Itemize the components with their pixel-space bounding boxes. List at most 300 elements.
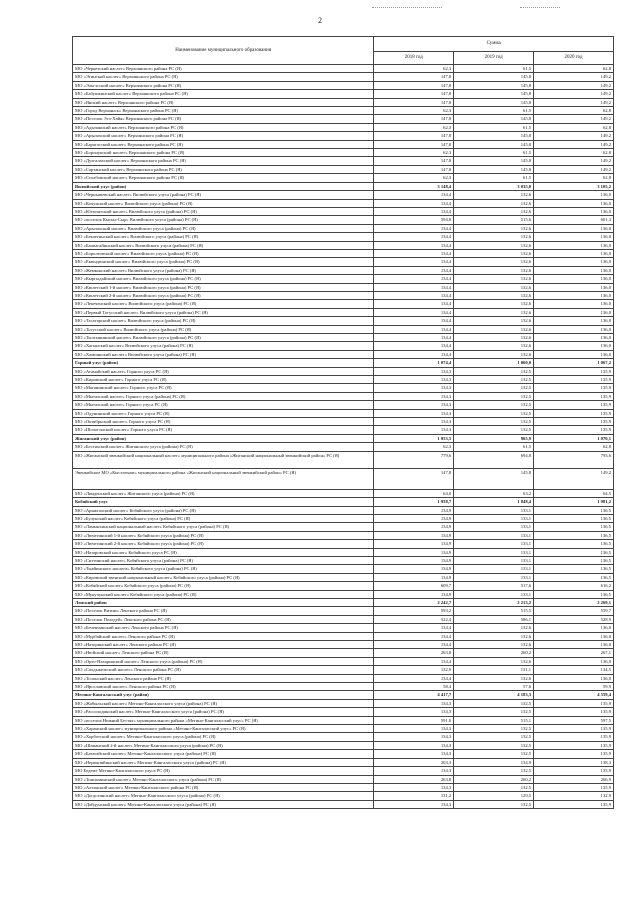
amount-2019: 145,8	[454, 90, 534, 98]
municipality-name: МО «Янский наслег» Верхоянского района РС (Я)	[73, 98, 374, 106]
amount-2020: 149,2	[534, 140, 614, 148]
amount-2020: 135,9	[534, 708, 614, 716]
amount-2019: 132,6	[454, 191, 534, 199]
municipality-name: МО «Догдогинский наслег» Мегино-Кангаласского улуса (района) РС (Я)	[73, 792, 374, 800]
amount-2019: 132,6	[454, 199, 534, 207]
municipality-name: МО «Алтанский наслег» Мегино-Кангаласского района РС (Я)	[73, 783, 374, 791]
amount-2019: 133,1	[454, 531, 534, 539]
amount-2018: 134,3	[374, 384, 454, 392]
municipality-name: Эвенкийское МО «Кыстатыам» муниципального района «Жиганский национальный эвенкийский район» РС (Я)	[73, 468, 374, 489]
municipality-name: МО «Ярославский наслег» Ленского района РС (Я)	[73, 683, 374, 691]
amount-2019: 2 213,2	[454, 598, 534, 606]
group-row	[73, 691, 614, 699]
amount-2019: 132,5	[454, 401, 534, 409]
municipality-name: МО «Хампинский наслег» Вилюйского улуса (района) РС (Я)	[73, 350, 374, 358]
amount-2019: 132,5	[454, 783, 534, 791]
table-row	[73, 632, 614, 640]
amount-2018: 134,4	[374, 191, 454, 199]
amount-2020: 135,9	[534, 376, 614, 384]
amount-2018: 147,8	[374, 132, 454, 140]
amount-2019: 132,6	[454, 207, 534, 215]
amount-2019: 132,6	[454, 624, 534, 632]
amount-2018: 64,0	[374, 489, 454, 497]
amount-2020: 149,2	[534, 81, 614, 89]
municipality-name: МО «Бестяхский наслег» Жиганского улуса (района) РС (Я)	[73, 443, 374, 451]
table-row	[73, 792, 614, 800]
amount-2020: 135,9	[534, 384, 614, 392]
municipality-name: МО «Атамайский наслег» Горного улуса РС (Я)	[73, 367, 374, 375]
amount-2020: 135,9	[534, 750, 614, 758]
amount-2020: 135,9	[534, 800, 614, 808]
amount-2020: 136,0	[534, 241, 614, 249]
table-row	[73, 275, 614, 283]
amount-2020: 136,0	[534, 317, 614, 325]
table-row	[73, 376, 614, 384]
amount-2019: 61,5	[454, 443, 534, 451]
amount-2019: 132,5	[454, 426, 534, 434]
municipality-name: МО «Арылахский наслег» Вилюйского улуса (района) РС (Я)	[73, 224, 374, 232]
group-row	[73, 598, 614, 606]
header-year-2020: 2020 год	[534, 52, 614, 65]
municipality-name: МО «Жиганский эвенкийский национальный наслег» муниципального района «Жиганский национальный эвенкийский район» РС (Я)	[73, 451, 374, 468]
municipality-name: МО «Эгинский наслег» Верхоянского района РС (Я)	[73, 73, 374, 81]
amount-2019: 131,1	[454, 666, 534, 674]
table-row	[73, 775, 614, 783]
table-row	[73, 699, 614, 707]
table-row	[73, 401, 614, 409]
table-row	[73, 165, 614, 173]
amount-2020: 136,5	[534, 531, 614, 539]
table-row	[73, 607, 614, 615]
municipality-name: МО «Жемконский наслег» Вилюйского улуса (района) РС (Я)	[73, 266, 374, 274]
amount-2019: 145,8	[454, 165, 534, 173]
table-row	[73, 733, 614, 741]
amount-2018: 62,3	[374, 149, 454, 157]
group-row	[73, 434, 614, 442]
amount-2020: 135,9	[534, 392, 614, 400]
table-row	[73, 174, 614, 182]
amount-2018: 134,4	[374, 283, 454, 291]
amount-2018: 134,4	[374, 291, 454, 299]
amount-2019: 132,6	[454, 275, 534, 283]
amount-2020: 138,3	[534, 758, 614, 766]
amount-2018: 134,9	[374, 573, 454, 581]
amount-2019: 132,6	[454, 342, 534, 350]
scan-mark	[372, 7, 442, 8]
municipality-name: МО «Наторинский наслег» Ленского района РС (Я)	[73, 641, 374, 649]
amount-2018: 134,3	[374, 767, 454, 775]
amount-2019: 132,6	[454, 283, 534, 291]
municipality-name: МО «Рассолодинский наслег» Мегино-Кангаласского улуса (района) РС (Я)	[73, 708, 374, 716]
amount-2019: 132,5	[454, 750, 534, 758]
municipality-name: МО «Беченчинский наслег» Ленского района РС (Я)	[73, 624, 374, 632]
amount-2019: 145,8	[454, 157, 534, 165]
amount-2018: 134,4	[374, 325, 454, 333]
table-row	[73, 73, 614, 81]
amount-2019: 515,6	[454, 216, 534, 224]
table-row	[73, 800, 614, 808]
municipality-name: МО «Кировский наслег» Горного улуса РС (Я)	[73, 376, 374, 384]
table-row	[73, 657, 614, 665]
amount-2020: 136,0	[534, 207, 614, 215]
amount-2019: 132,6	[454, 241, 534, 249]
amount-2018: 62,3	[374, 65, 454, 73]
amount-2020: 136,0	[534, 334, 614, 342]
amount-2019: 132,5	[454, 418, 534, 426]
amount-2020: 136,5	[534, 523, 614, 531]
municipality-name: МО «Город Верхоянск» Верхоянского района РС (Я)	[73, 107, 374, 115]
amount-2019: 515,1	[454, 716, 534, 724]
amount-2019: 145,8	[454, 140, 534, 148]
municipality-name: МО «Нерюктяйинский наслег» Мегино-Кангаласского улуса (района) РС (Я)	[73, 758, 374, 766]
table-row	[73, 531, 614, 539]
amount-2018: 134,4	[374, 241, 454, 249]
amount-2020: 136,0	[534, 674, 614, 682]
amount-2019: 132,6	[454, 334, 534, 342]
amount-2018: 134,3	[374, 725, 454, 733]
amount-2019: 133,1	[454, 506, 534, 514]
amount-2018: 134,4	[374, 249, 454, 257]
amount-2020: 1 067,2	[534, 359, 614, 367]
amount-2019: 132,5	[454, 800, 534, 808]
municipality-name: МО «Назаровский наслег» Кобяйского улуса РС (Я)	[73, 548, 374, 556]
amount-2019: 133,1	[454, 565, 534, 573]
amount-2018: 1 053,5	[374, 434, 454, 442]
amount-2018: 263,8	[374, 649, 454, 657]
amount-2020: 135,9	[534, 409, 614, 417]
amount-2019: 694,8	[454, 451, 534, 468]
municipality-name: МО «Ситтинский наслег» Кобяйского улуса (района) РС (Я)	[73, 556, 374, 564]
amount-2019: 132,6	[454, 224, 534, 232]
municipality-name: МО «Сартанский наслег» Верхоянского района РС (Я)	[73, 165, 374, 173]
municipality-name: Ленский район	[73, 598, 374, 606]
amount-2019: 145,8	[454, 115, 534, 123]
amount-2020: 62,8	[534, 174, 614, 182]
amount-2018: 147,8	[374, 98, 454, 106]
amount-2018: 134,3	[374, 392, 454, 400]
amount-2019: 145,8	[454, 468, 534, 489]
amount-2018: 522,4	[374, 615, 454, 623]
scan-mark	[520, 7, 560, 8]
amount-2020: 62,8	[534, 65, 614, 73]
amount-2018: 147,8	[374, 157, 454, 165]
amount-2020: 62,8	[534, 123, 614, 131]
amount-2018: 3 148,4	[374, 182, 454, 190]
municipality-name: МО «Мурбайский наслег» Ленского района РС (Я)	[73, 632, 374, 640]
municipality-name: МО «Екюндюнский наслег» Вилюйского улуса (района) РС (Я)	[73, 258, 374, 266]
amount-2018: 134,9	[374, 556, 454, 564]
amount-2018: 134,9	[374, 540, 454, 548]
table-row	[73, 308, 614, 316]
table-row	[73, 582, 614, 590]
table-row	[73, 426, 614, 434]
amount-2020: 135,9	[534, 783, 614, 791]
amount-2020: 136,0	[534, 291, 614, 299]
table-row	[73, 725, 614, 733]
amount-2018: 134,4	[374, 258, 454, 266]
amount-2020: 136,0	[534, 624, 614, 632]
table-row	[73, 81, 614, 89]
group-row	[73, 182, 614, 190]
amount-2020: 136,5	[534, 540, 614, 548]
amount-2018: 134,3	[374, 699, 454, 707]
amount-2019: 515,5	[454, 607, 534, 615]
municipality-name: МО «Маганинский наслег» Горного улуса РС (Я)	[73, 384, 374, 392]
amount-2018: 134,4	[374, 199, 454, 207]
table-row	[73, 783, 614, 791]
municipality-name: МО «Шаманский 2-й наслег» Мегино-Кангаласского улуса (района) РС (Я)	[73, 741, 374, 749]
amount-2020: 136,0	[534, 191, 614, 199]
table-row	[73, 384, 614, 392]
amount-2019: 132,5	[454, 367, 534, 375]
municipality-name: МО «Тыайинского наслега» Кобяйского улуса (района) РС (Я)	[73, 565, 374, 573]
amount-2020: 601,3	[534, 216, 614, 224]
municipality-name: МО «Лючегинский 2-й наслег» Кобяйского улуса (района) РС (Я)	[73, 540, 374, 548]
table-row	[73, 683, 614, 691]
amount-2020: 136,0	[534, 249, 614, 257]
amount-2020: 62,8	[534, 149, 614, 157]
municipality-name: МО «Кировский эвенский национальный наслег» Кобяйского улуса (района) РС (Я)	[73, 573, 374, 581]
amount-2019: 132,5	[454, 733, 534, 741]
amount-2020: 136,5	[534, 565, 614, 573]
amount-2018: 203,3	[374, 758, 454, 766]
table-row	[73, 107, 614, 115]
amount-2019: 965,9	[454, 434, 534, 442]
amount-2018: 134,4	[374, 233, 454, 241]
amount-2020: 149,2	[534, 165, 614, 173]
table-row	[73, 132, 614, 140]
amount-2018: 134,3	[374, 367, 454, 375]
municipality-name: МО «Кюлетский 1-й наслег» Вилюйского улуса (района) РС (Я)	[73, 283, 374, 291]
amount-2019: 134,9	[454, 758, 534, 766]
amount-2018: 147,8	[374, 468, 454, 489]
table-row	[73, 741, 614, 749]
budget-table	[72, 36, 614, 809]
amount-2020: 135,9	[534, 725, 614, 733]
amount-2020: 528,9	[534, 615, 614, 623]
table-row	[73, 514, 614, 522]
table-row	[73, 451, 614, 468]
municipality-name: МО «Лючегинский 1-й наслег» Кобяйского улуса (района) РС (Я)	[73, 531, 374, 539]
amount-2020: 135,9	[534, 741, 614, 749]
municipality-name: МО «поселок Кысыл-Сыр» Вилюйского улуса (района) РС (Я)	[73, 216, 374, 224]
municipality-name: Жиганский улус (район)	[73, 434, 374, 442]
amount-2018: 134,3	[374, 733, 454, 741]
amount-2019: 132,6	[454, 291, 534, 299]
amount-2020: 136,0	[534, 325, 614, 333]
amount-2019: 61,5	[454, 107, 534, 115]
amount-2018: 134,9	[374, 523, 454, 531]
table-row	[73, 241, 614, 249]
amount-2018: 147,8	[374, 140, 454, 148]
amount-2018: 591,0	[374, 716, 454, 724]
table-row	[73, 216, 614, 224]
municipality-name: МО «Жабыльский наслег» Мегино-Кангаласского улуса (района) РС (Я)	[73, 699, 374, 707]
amount-2020: 136,0	[534, 641, 614, 649]
table-row	[73, 674, 614, 682]
municipality-name: МО «Батагайский наслег» Мегино-Кангаласского улуса (района) РС (Я)	[73, 750, 374, 758]
amount-2018: 134,4	[374, 657, 454, 665]
municipality-name: МО «Тасагарский наслег» Вилюйского улуса (района) РС (Я)	[73, 317, 374, 325]
table-row	[73, 291, 614, 299]
amount-2018: 134,3	[374, 800, 454, 808]
municipality-name: МО «Хагынский наслег» Вилюйского улуса (района) РС (Я)	[73, 342, 374, 350]
municipality-name: МО «Арылахский наслег» Верхоянского района РС (Я)	[73, 132, 374, 140]
municipality-name: МО «Шологонский наслег» Горного улуса РС (Я)	[73, 426, 374, 434]
municipality-name: МО «Адычанский наслег» Верхоянского района РС (Я)	[73, 123, 374, 131]
municipality-name: МО «Ламынхинский национальный наслег» Кобяйского улуса (района) РС (Я)	[73, 523, 374, 531]
amount-2020: 149,2	[534, 73, 614, 81]
amount-2018: 134,4	[374, 334, 454, 342]
table-row	[73, 325, 614, 333]
table-row	[73, 334, 614, 342]
amount-2020: 136,0	[534, 308, 614, 316]
table-row	[73, 409, 614, 417]
table-row	[73, 556, 614, 564]
municipality-name: МО «Кюлетский 2-й наслег» Вилюйского улуса (района) РС (Я)	[73, 291, 374, 299]
amount-2019: 517,6	[454, 582, 534, 590]
amount-2019: 145,8	[454, 73, 534, 81]
table-row	[73, 98, 614, 106]
table-row	[73, 649, 614, 657]
municipality-name: МО «Булунский наслег» Кобяйского улуса (района) РС (Я)	[73, 514, 374, 522]
page-number: 2	[318, 16, 322, 25]
amount-2020: 2 269,1	[534, 598, 614, 606]
amount-2018: 134,4	[374, 342, 454, 350]
amount-2020: 136,0	[534, 266, 614, 274]
amount-2019: 61,5	[454, 65, 534, 73]
amount-2020: 136,0	[534, 300, 614, 308]
amount-2020: 149,2	[534, 132, 614, 140]
amount-2018: 134,3	[374, 783, 454, 791]
municipality-name: Кобяйский улус	[73, 498, 374, 506]
amount-2019: 145,8	[454, 132, 534, 140]
table-row	[73, 624, 614, 632]
amount-2020: 136,0	[534, 199, 614, 207]
table-row	[73, 750, 614, 758]
table-row	[73, 233, 614, 241]
amount-2019: 133,1	[454, 514, 534, 522]
municipality-name: МО «Дулгалахский наслег» Верхоянского района РС (Я)	[73, 157, 374, 165]
table-row	[73, 207, 614, 215]
amount-2020: 1 070,1	[534, 434, 614, 442]
amount-2018: 4 417,7	[374, 691, 454, 699]
table-row	[73, 716, 614, 724]
amount-2020: 149,2	[534, 468, 614, 489]
table-row	[73, 418, 614, 426]
municipality-name: МО «Боролтовский наслег» Вилюйского улуса (района) РС (Я)	[73, 249, 374, 257]
amount-2019: 61,5	[454, 174, 534, 182]
table-row	[73, 767, 614, 775]
amount-2018: 147,8	[374, 115, 454, 123]
amount-2018: 593,2	[374, 607, 454, 615]
amount-2018: 134,9	[374, 590, 454, 598]
municipality-name: МО «Октябрьский наслег» Горного улуса РС (Я)	[73, 418, 374, 426]
amount-2018: 134,4	[374, 275, 454, 283]
municipality-name: Горный улус (район)	[73, 359, 374, 367]
amount-2018: 134,3	[374, 426, 454, 434]
table-row	[73, 523, 614, 531]
amount-2018: 134,4	[374, 308, 454, 316]
amount-2018: 134,4	[374, 624, 454, 632]
municipality-name: МО «Кочунский наслег» Вилюйского улуса (района) РС (Я)	[73, 199, 374, 207]
amount-2019: 132,5	[454, 699, 534, 707]
amount-2020: 136,0	[534, 224, 614, 232]
table-row	[73, 350, 614, 358]
amount-2019: 57,6	[454, 683, 534, 691]
amount-2019: 586,1	[454, 615, 534, 623]
amount-2019: 132,6	[454, 300, 534, 308]
amount-2018: 147,8	[374, 81, 454, 89]
table-row	[73, 392, 614, 400]
amount-2020: 136,5	[534, 556, 614, 564]
amount-2018: 134,4	[374, 224, 454, 232]
table-row	[73, 573, 614, 581]
amount-2018: 134,9	[374, 506, 454, 514]
municipality-name: МО «Дойдунский наслег» Мегино-Кангаласского улуса (района) РС (Я)	[73, 800, 374, 808]
amount-2020: 136,5	[534, 590, 614, 598]
table-row	[73, 708, 614, 716]
amount-2019: 133,1	[454, 556, 534, 564]
amount-2019: 1 848,4	[454, 498, 534, 506]
amount-2019: 133,1	[454, 573, 534, 581]
amount-2018: 594,8	[374, 216, 454, 224]
municipality-name: МО «Тогусский наслег» Вилюйского улуса (района) РС (Я)	[73, 325, 374, 333]
amount-2019: 132,6	[454, 350, 534, 358]
municipality-name: МО «Чернышевский наслег» Вилюйского улуса (района) РС (Я)	[73, 191, 374, 199]
amount-2019: 132,5	[454, 376, 534, 384]
municipality-name: МО «поселок Нижний Бестях» муниципального района «Мегино-Кангаласский улус» РС (Я)	[73, 716, 374, 724]
table-row	[73, 590, 614, 598]
amount-2020: 136,5	[534, 548, 614, 556]
table-row	[73, 115, 614, 123]
amount-2018: 62,3	[374, 107, 454, 115]
amount-2019: 1 060,0	[454, 359, 534, 367]
amount-2020: 136,5	[534, 573, 614, 581]
amount-2019: 63,2	[454, 489, 534, 497]
amount-2020: 135,9	[534, 733, 614, 741]
municipality-name: МО Бедеме Мегино-Кангаласского улуса РС (Я)	[73, 767, 374, 775]
amount-2020: 4 559,4	[534, 691, 614, 699]
municipality-name: МО «Бабушкинский наслег» Верхоянского района РС (Я)	[73, 90, 374, 98]
amount-2019: 61,5	[454, 123, 534, 131]
table-row	[73, 224, 614, 232]
amount-2020: 149,2	[534, 90, 614, 98]
table-row	[73, 266, 614, 274]
amount-2020: 136,0	[534, 275, 614, 283]
amount-2020: 149,2	[534, 115, 614, 123]
amount-2018: 131,2	[374, 792, 454, 800]
amount-2020: 136,0	[534, 632, 614, 640]
amount-2020: 597,5	[534, 716, 614, 724]
amount-2019: 132,6	[454, 308, 534, 316]
amount-2018: 779,6	[374, 451, 454, 468]
amount-2019: 132,6	[454, 233, 534, 241]
amount-2020: 136,0	[534, 283, 614, 291]
municipality-name: МО «Линденский наслег» Жиганского улуса (района) РС (Я)	[73, 489, 374, 497]
amount-2018: 134,4	[374, 266, 454, 274]
table-row	[73, 123, 614, 131]
amount-2019: 133,1	[454, 548, 534, 556]
amount-2018: 134,3	[374, 409, 454, 417]
amount-2019: 132,6	[454, 674, 534, 682]
amount-2019: 3 035,0	[454, 182, 534, 190]
amount-2020: 616,2	[534, 582, 614, 590]
amount-2019: 145,8	[454, 98, 534, 106]
municipality-name: МО «Мукучунский наслег» Кобяйского улуса (района) РС (Я)	[73, 590, 374, 598]
amount-2018: 134,9	[374, 565, 454, 573]
table-row	[73, 283, 614, 291]
